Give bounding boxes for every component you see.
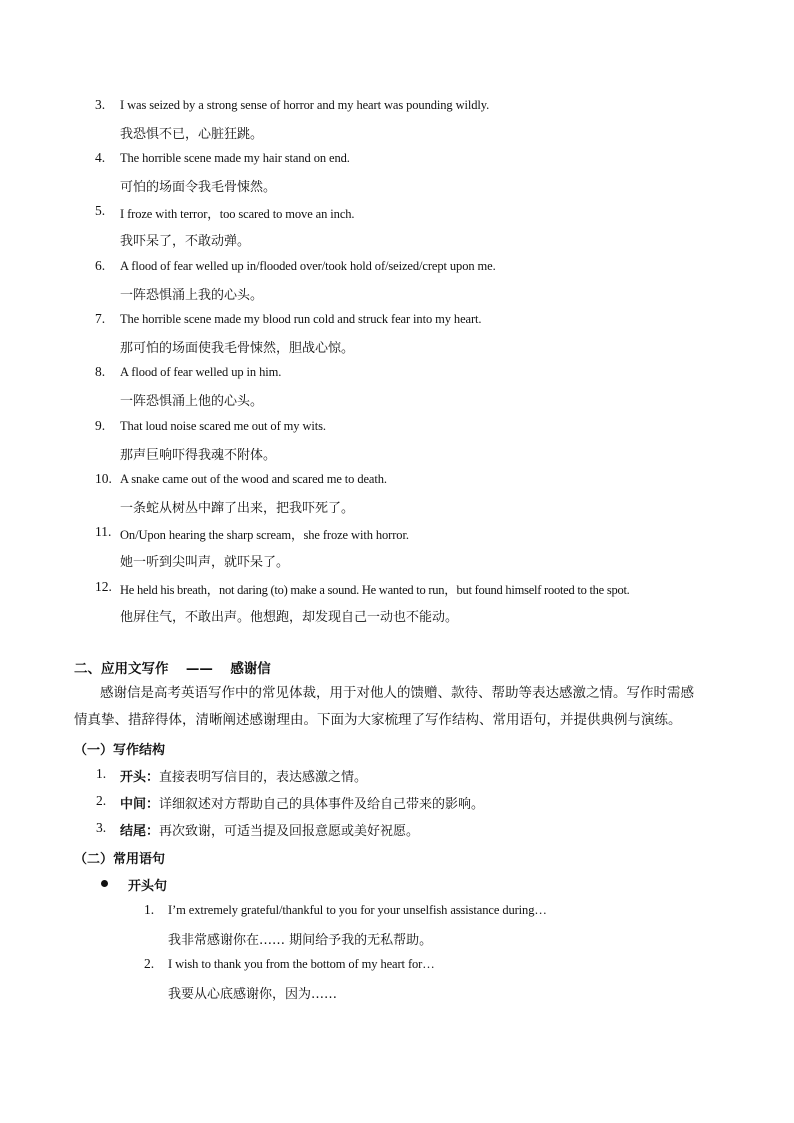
english-sentence: That loud noise scared me out of my wits. bbox=[120, 419, 326, 433]
item-number: 1. bbox=[144, 902, 155, 917]
structure-text: 直接表明写信目的，表达感激之情。 bbox=[159, 770, 368, 785]
item-number: 6. bbox=[95, 258, 106, 273]
chinese-translation: 一阵恐惧涌上我的心头。 bbox=[120, 288, 264, 303]
english-sentence: The horrible scene made my hair stand on end. bbox=[120, 151, 350, 165]
english-sentence: I froze with terror，too scared to move an inch. bbox=[120, 207, 355, 221]
chinese-translation: 我非常感谢你在…… 期间给予我的无私帮助。 bbox=[168, 933, 433, 948]
structure-line bbox=[120, 766, 367, 785]
chinese-translation: 我恐惧不已，心脏狂跳。 bbox=[120, 127, 264, 142]
item-number: 3. bbox=[96, 820, 107, 835]
chinese-translation: 一阵恐惧涌上他的心头。 bbox=[120, 394, 264, 409]
phrases-heading: （二）常用语句 bbox=[74, 852, 166, 867]
chinese-translation: 那声巨响吓得我魂不附体。 bbox=[120, 448, 277, 463]
item-number: 2. bbox=[96, 793, 107, 808]
item-number: 9. bbox=[95, 418, 106, 433]
english-sentence: I was seized by a strong sense of horror and my heart was pounding wildly. bbox=[120, 98, 490, 112]
item-number: 1. bbox=[96, 766, 107, 781]
intro-line-1: 感谢信是高考英语写作中的常见体裁，用于对他人的馈赠、款待、帮助等表达感激之情。写作时需感 bbox=[100, 685, 694, 701]
intro-line-2: 情真挚、措辞得体，清晰阐述感谢理由。下面为大家梳理了写作结构、常用语句，并提供典例与演练。 bbox=[74, 712, 682, 728]
structure-line bbox=[120, 793, 484, 812]
bullet-icon bbox=[101, 880, 108, 887]
structure-label: 开头： bbox=[120, 770, 160, 785]
section-heading-dash: —— bbox=[185, 661, 213, 677]
english-sentence: A flood of fear welled up in/flooded over/took hold of/seized/crept upon me. bbox=[120, 259, 496, 273]
chinese-translation: 那可怕的场面使我毛骨悚然，胆战心惊。 bbox=[120, 341, 355, 356]
section-heading-topic: 感谢信 bbox=[230, 661, 271, 677]
structure-heading: （一）写作结构 bbox=[74, 743, 166, 758]
chinese-translation: 她一听到尖叫声，就吓呆了。 bbox=[120, 555, 290, 570]
structure-label: 结尾： bbox=[120, 824, 160, 839]
chinese-translation: 一条蛇从树丛中蹿了出来，把我吓死了。 bbox=[120, 501, 355, 516]
structure-label: 中间： bbox=[120, 797, 160, 812]
english-sentence: He held his breath，not daring (to) make a sound. He wanted to run，but found himself rooted to the spot. bbox=[120, 583, 630, 597]
item-number: 11. bbox=[95, 524, 112, 539]
section-heading-prefix: 二、应用文写作 bbox=[74, 661, 169, 677]
structure-line bbox=[120, 820, 419, 839]
item-number: 8. bbox=[95, 364, 106, 379]
bullet-label: 开头句 bbox=[128, 879, 168, 894]
item-number: 2. bbox=[144, 956, 155, 971]
english-sentence: I’m extremely grateful/thankful to you for your unselfish assistance during… bbox=[168, 903, 547, 917]
item-number: 4. bbox=[95, 150, 106, 165]
english-sentence: A snake came out of the wood and scared me to death. bbox=[120, 472, 387, 486]
section-heading bbox=[74, 657, 271, 677]
english-sentence: I wish to thank you from the bottom of my heart for… bbox=[168, 957, 435, 971]
english-sentence: The horrible scene made my blood run cold and struck fear into my heart. bbox=[120, 312, 482, 326]
item-number: 3. bbox=[95, 97, 106, 112]
english-sentence: On/Upon hearing the sharp scream，she froze with horror. bbox=[120, 528, 409, 542]
item-number: 10. bbox=[95, 471, 112, 486]
structure-text: 详细叙述对方帮助自己的具体事件及给自己带来的影响。 bbox=[159, 797, 485, 812]
item-number: 7. bbox=[95, 311, 106, 326]
structure-text: 再次致谢，可适当提及回报意愿或美好祝愿。 bbox=[159, 824, 420, 839]
chinese-translation: 他屏住气，不敢出声。他想跑，却发现自己一动也不能动。 bbox=[120, 610, 459, 625]
item-number: 12. bbox=[95, 579, 112, 594]
item-number: 5. bbox=[95, 203, 106, 218]
chinese-translation: 我吓呆了，不敢动弹。 bbox=[120, 234, 251, 249]
chinese-translation: 我要从心底感谢你，因为…… bbox=[168, 987, 338, 1002]
english-sentence: A flood of fear welled up in him. bbox=[120, 365, 282, 379]
chinese-translation: 可怕的场面令我毛骨悚然。 bbox=[120, 180, 277, 195]
